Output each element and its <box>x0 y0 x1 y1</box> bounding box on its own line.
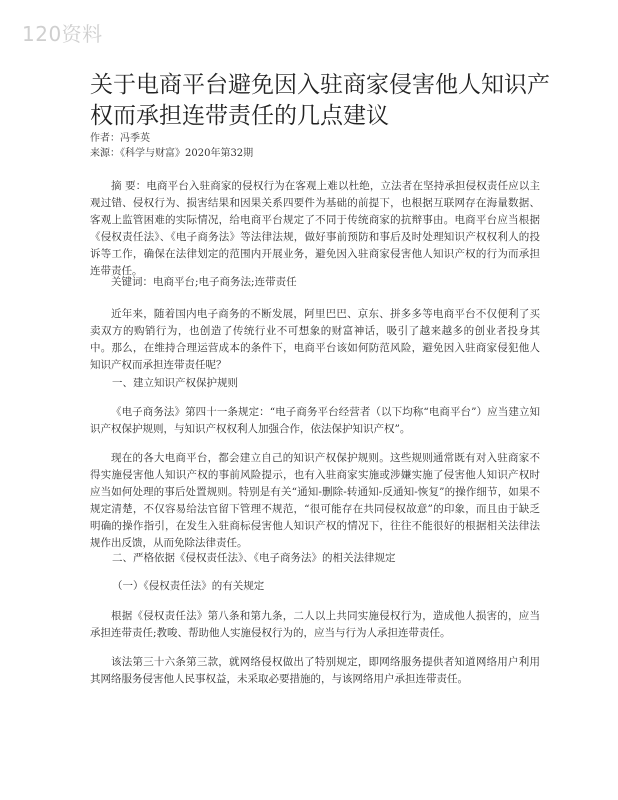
subsection-heading-1: （一）《侵权责任法》的有关规定 <box>112 580 265 592</box>
section-heading-1: 一、建立知识产权保护规则 <box>112 377 238 389</box>
section1-paragraph-1: 《电子商务法》第四十一条规定：“电子商务平台经营者（以下均称“电商平台”）应当建立知识产权保护规则，与知识产权权利人加强合作，依法保护知识产权”。 <box>90 406 540 435</box>
section1-paragraph-2: 现在的各大电商平台，都会建立自己的知识产权保护规则。这些规则通常既有对入驻商家不得实施侵害他人知识产权的事前风险提示，也有入驻商家实施或涉嫌实施了侵害他人知识产权时应当如何处理的事后处置规则。特别是有关“通知-删除-转通知-反通知-恢复”的操作细节，如果不规定清楚，不仅容易给法官留下管理不规范，“很可能存在共同侵权故意”的印象，而且由于缺乏明确的操作指引，在发生入驻商标侵害他人知识产权的情况下，往往不能很好的根据相关法律法规作出反馈，从而免除法律责任。 <box>90 452 540 549</box>
section2-paragraph-1: 根据《侵权责任法》第八条和第九条，二人以上共同实施侵权行为，造成他人损害的，应当承担连带责任;教唆、帮助他人实施侵权行为的，应当与行为人承担连带责任。 <box>90 610 540 639</box>
abstract-paragraph: 摘 要：电商平台入驻商家的侵权行为在客观上难以杜绝，立法者在坚持承担侵权责任应以主观过错、侵权行为、损害结果和因果关系四要件为基础的前提下，也根据互联网存在海量数据、客观上监管困难的实际情况，给电商平台规定了不同于传统商家的抗辩事由。电商平台应当根据《侵权责任法》、《电子商务法》等法律法规，做好事前预防和事后及时处理知识产权权利人的投诉等工作，确保在法律划定的范围内开展业务，避免因入驻商家侵害他人知识产权的行为而承担连带责任。 <box>90 180 540 277</box>
article-source: 来源：《科学与财富》2020年第32期 <box>90 148 254 159</box>
article-title: 关于电商平台避免因入驻商家侵害他人知识产权而承担连带责任的几点建议 <box>90 72 550 129</box>
watermark-logo: 120资料 <box>22 22 103 46</box>
intro-paragraph: 近年来，随着国内电子商务的不断发展，阿里巴巴、京东、拼多多等电商平台不仅便利了买卖双方的购销行为，也创造了传统行业不可想象的财富神话，吸引了越来越多的创业者投身其中。那么，在维持合理运营成本的条件下，电商平台该如何防范风险，避免因入驻商家侵犯他人知识产权而承担连带责任呢？ <box>90 308 540 371</box>
article-author: 作者：冯季英 <box>90 133 150 144</box>
section2-paragraph-2: 该法第三十六条第三款，就网络侵权做出了特别规定，即网络服务提供者知道网络用户利用其网络服务侵害他人民事权益，未采取必要措施的，与该网络用户承担连带责任。 <box>90 656 540 685</box>
keywords-line: 关键词：电商平台;电子商务法;连带责任 <box>111 276 297 288</box>
section-heading-2: 二、严格依据《侵权责任法》、《电子商务法》的相关法律规定 <box>112 552 396 564</box>
